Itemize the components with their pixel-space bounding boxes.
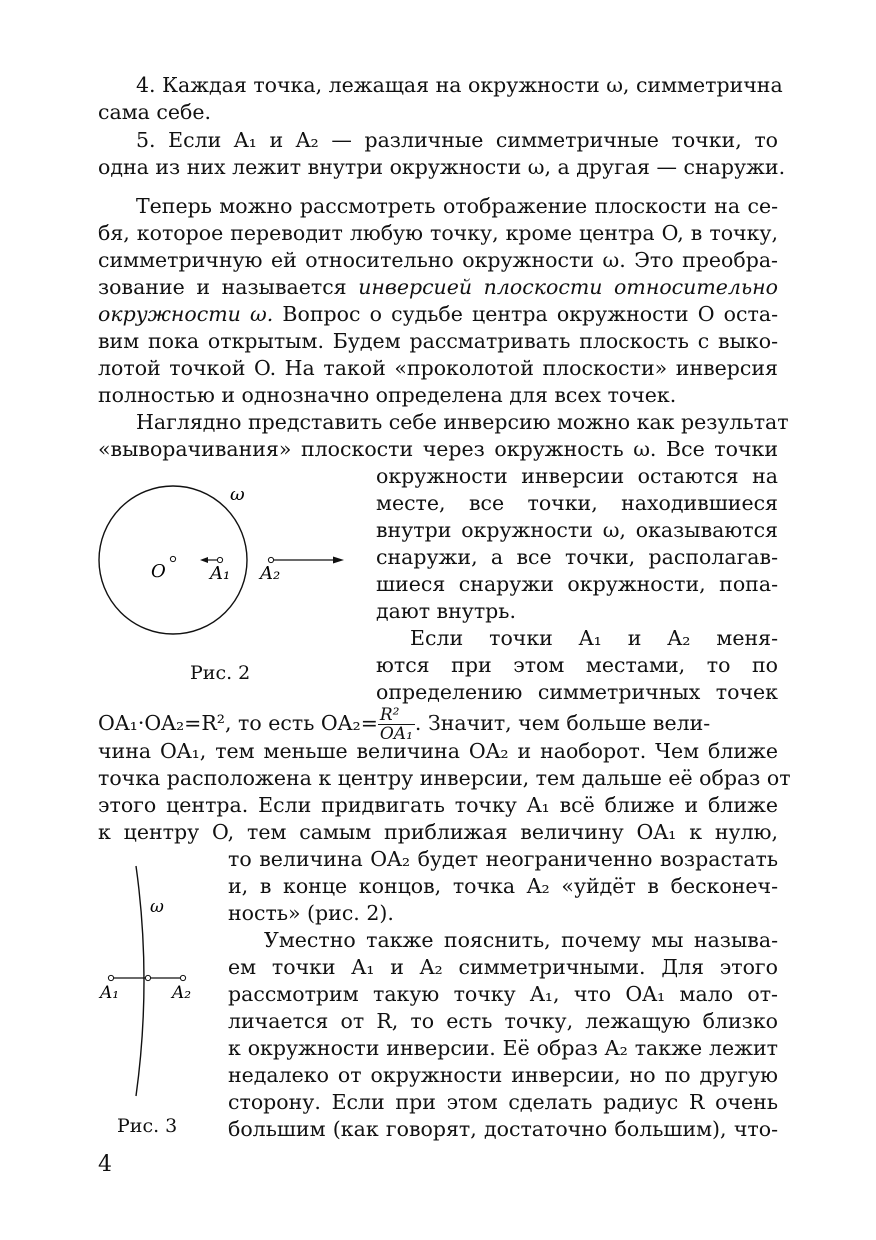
figure-3-caption: Рис. 3: [117, 1115, 178, 1137]
center-point: [170, 556, 175, 561]
point-a1: [108, 975, 113, 980]
point-a2: [268, 557, 273, 562]
arrowhead-right-icon: [333, 557, 344, 564]
text-line: большим (как говорят, достаточно большим), что-: [228, 1117, 778, 1141]
text-line: рассмотрим такую точку A₁, что OA₁ мало от-: [228, 982, 778, 1006]
text-line: [98, 274, 778, 301]
text-line: то величина OA₂ будет неограниченно возрастать: [228, 847, 778, 871]
text-run: Вопрос о судьбе центра окружности O оста-: [273, 302, 778, 326]
label-a2: A₂: [260, 563, 281, 584]
text-line: вим пока открытым. Будем рассматривать плоскость с выко-: [98, 329, 778, 353]
text-line: Уместно также пояснить, почему мы называ-: [264, 928, 778, 952]
page-number: 4: [98, 1152, 112, 1177]
text-line: снаружи, а все точки, располагав-: [376, 545, 778, 569]
label-a2: A₂: [172, 983, 192, 1003]
fraction-denominator: OA₁: [379, 724, 413, 744]
label-a1: A₁: [210, 563, 231, 584]
text-line: к центру O, тем самым приближая величину OA₁ к нулю,: [98, 820, 778, 844]
text-line: Если точки A₁ и A₂ меня-: [410, 626, 778, 650]
label-a1: A₁: [100, 983, 120, 1003]
text-line: 4. Каждая точка, лежащая на окружности ω, симметрична: [136, 73, 783, 97]
text-line: сторону. Если при этом сделать радиус R очень: [228, 1090, 778, 1114]
text-line: полностью и однозначно определена для всех точек.: [98, 383, 677, 407]
point-a1: [217, 557, 222, 562]
text-line: чина OA₁, тем меньше величина OA₂ и наоборот. Чем ближе: [98, 739, 778, 763]
omega-label: ω: [230, 484, 245, 505]
figure-3: [96, 862, 206, 1102]
text-line: точка расположена к центру инверсии, тем дальше её образ от: [98, 766, 791, 790]
text-line: ются при этом местами, то по: [376, 653, 778, 677]
circle-arc: [136, 866, 144, 1096]
text-line: окружности инверсии остаются на: [376, 464, 778, 488]
text-line: лотой точкой O. На такой «проколотой плоскости» инверсия: [98, 356, 778, 380]
italic-term: окружности ω.: [98, 302, 274, 326]
figure-2-caption: Рис. 2: [190, 662, 251, 684]
center-label: O: [151, 561, 166, 582]
text-line: «выворачивания» плоскости через окружность ω. Все точки: [98, 437, 778, 461]
text-line: Теперь можно рассмотреть отображение плоскости на се-: [136, 194, 778, 218]
text-line: сама себе.: [98, 100, 211, 124]
intersection-point: [145, 975, 150, 980]
text-line: 5. Если A₁ и A₂ — различные симметричные точки, то: [136, 128, 778, 152]
text-line: и, в конце концов, точка A₂ «уйдёт в бесконеч-: [228, 874, 778, 898]
figure-2: [90, 478, 360, 648]
text-line: недалеко от окружности инверсии, но по другую: [228, 1063, 778, 1087]
text-line: бя, которое переводит любую точку, кроме центра O, в точку,: [98, 221, 778, 245]
text-line: определению симметричных точек: [376, 680, 778, 704]
text-line: Наглядно представить себе инверсию можно как результат: [136, 410, 789, 434]
text-line: внутри окружности ω, оказываются: [376, 518, 778, 542]
text-line: [98, 301, 778, 328]
text-line: ность» (рис. 2).: [228, 901, 394, 925]
point-a2: [180, 975, 185, 980]
text-line: этого центра. Если придвигать точку A₁ всё ближе и ближе: [98, 793, 778, 817]
text-line: симметричную ей относительно окружности ω. Это преобра-: [98, 248, 778, 272]
text-line: дают внутрь.: [376, 599, 516, 623]
text-line: месте, все точки, находившиеся: [376, 491, 778, 515]
omega-label: ω: [150, 897, 164, 917]
text-line: шиеся снаружи окружности, попа-: [376, 572, 778, 596]
text-line: личается от R, то есть точку, лежащую близко: [228, 1009, 778, 1033]
text-line: ем точки A₁ и A₂ симметричными. Для этого: [228, 955, 778, 979]
italic-term: инверсией плоскости относительно: [358, 275, 778, 299]
text-line: к окружности инверсии. Её образ A₂ также лежит: [228, 1036, 778, 1060]
text-line: одна из них лежит внутри окружности ω, а другая — снаружи.: [98, 155, 786, 179]
arrowhead-left-icon: [200, 557, 208, 563]
text-run: OA₁·OA₂=R², то есть OA₂=: [98, 711, 378, 735]
text-run: зование и называется: [98, 275, 359, 299]
fraction-numerator: R²: [378, 706, 415, 725]
text-run: . Значит, чем больше вели-: [414, 711, 711, 735]
